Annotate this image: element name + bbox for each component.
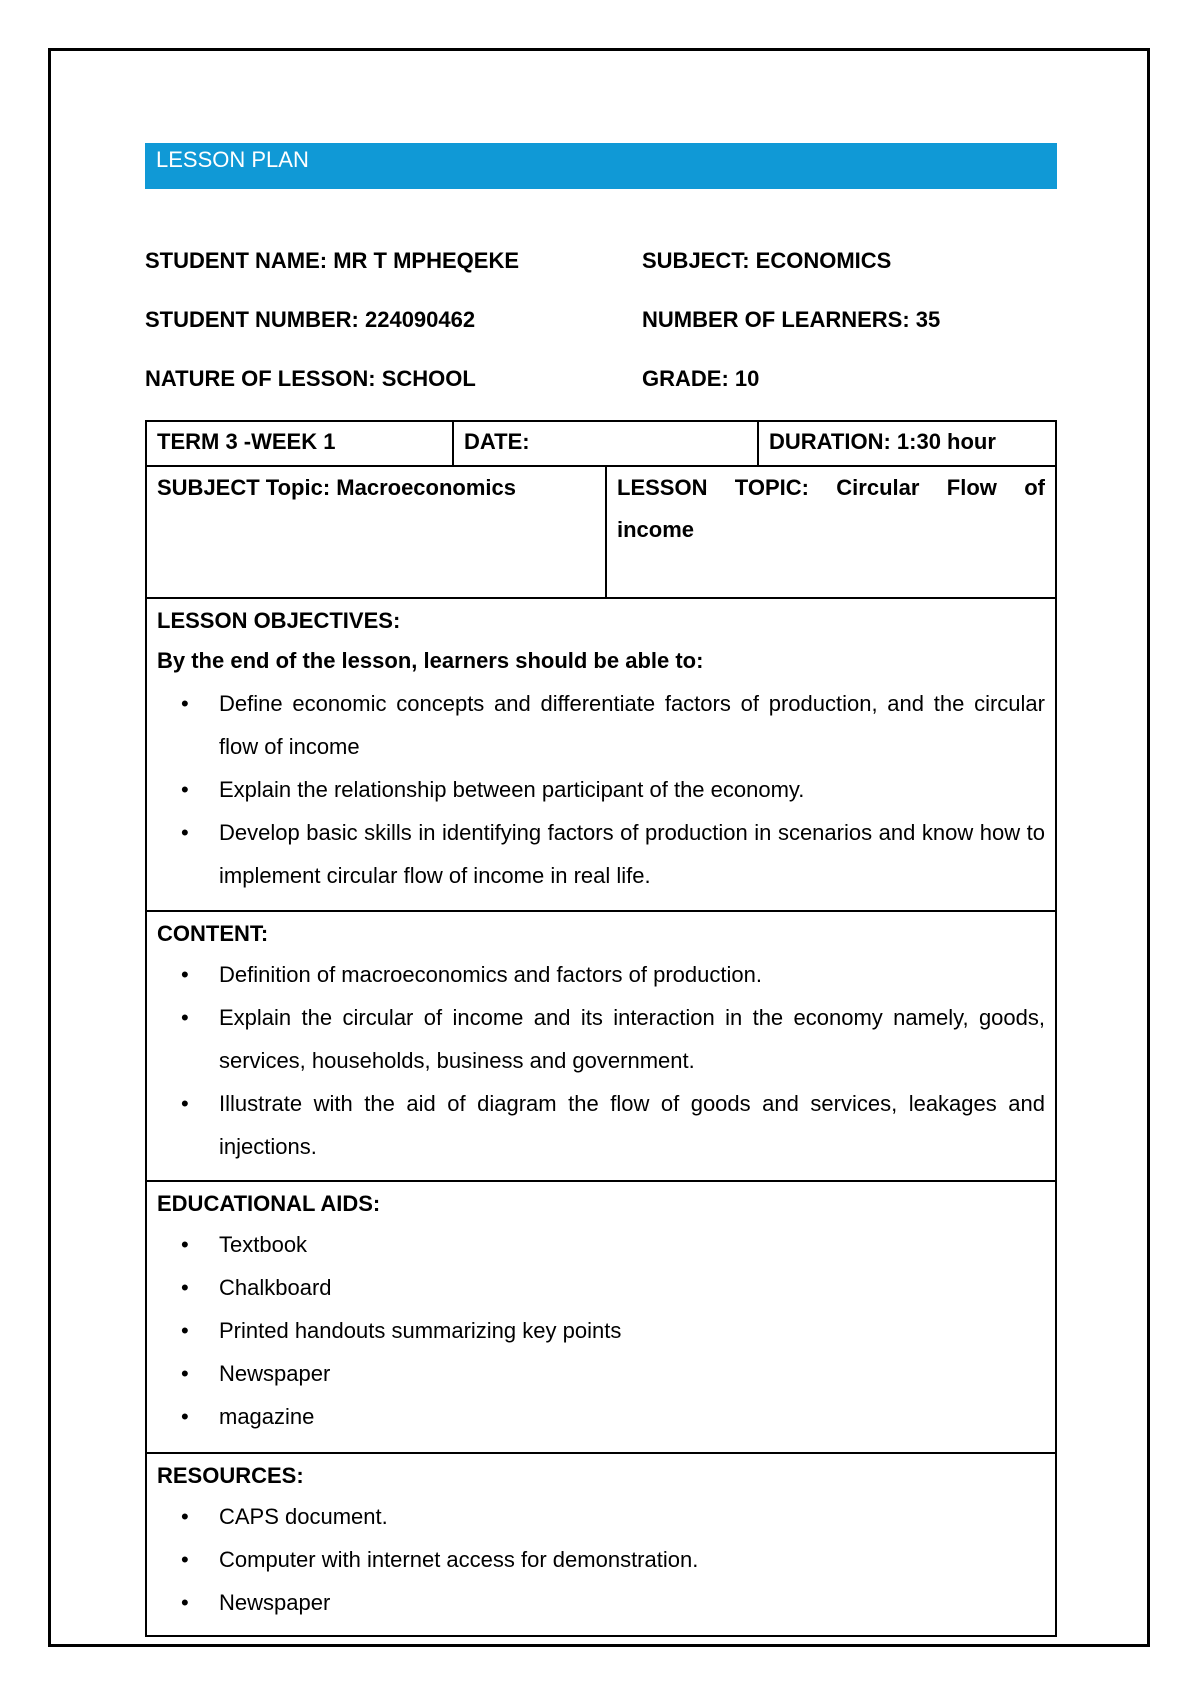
student-number: STUDENT NUMBER: 224090462 <box>145 307 476 332</box>
number-of-learners: NUMBER OF LEARNERS: 35 <box>642 307 941 332</box>
list-item: • Computer with internet access for demonstration. <box>219 1538 1045 1581</box>
topic-row <box>147 467 1055 599</box>
objectives-intro: By the end of the lesson, learners should be able to: <box>157 648 704 673</box>
subject: SUBJECT: ECONOMICS <box>642 248 892 273</box>
list-item: • Illustrate with the aid of diagram the flow of goods and services, leakages and injections. <box>219 1082 1045 1168</box>
list-item: • Textbook <box>219 1223 1045 1266</box>
list-item: • Define economic concepts and differentiate factors of production, and the circular flow of income <box>219 682 1045 768</box>
objectives-section <box>147 599 1055 912</box>
aids-list <box>157 1223 1045 1438</box>
duration-cell: DURATION: 1:30 hour <box>757 422 1055 465</box>
list-item: • Chalkboard <box>219 1266 1045 1309</box>
banner-title: LESSON PLAN <box>156 147 309 172</box>
list-item: • magazine <box>219 1395 1045 1438</box>
aids-heading: EDUCATIONAL AIDS: <box>157 1191 381 1216</box>
content-list <box>157 953 1045 1168</box>
term-cell: TERM 3 -WEEK 1 <box>157 429 336 454</box>
subject-topic: SUBJECT Topic: Macroeconomics <box>157 475 516 500</box>
list-item: • CAPS document. <box>219 1495 1045 1538</box>
lesson-topic-line1: LESSON TOPIC: Circular Flow of <box>617 475 1045 500</box>
list-item: • Definition of macroeconomics and factors of production. <box>219 953 1045 996</box>
nature-of-lesson: NATURE OF LESSON: SCHOOL <box>145 366 476 391</box>
list-item: • Develop basic skills in identifying factors of production in scenarios and know how to implement circular flow of income in real life. <box>219 811 1045 897</box>
aids-section <box>147 1182 1055 1454</box>
objectives-list <box>157 682 1045 897</box>
list-item: • Explain the circular of income and its interaction in the economy namely, goods, services, households, business and government. <box>219 996 1045 1082</box>
student-name: STUDENT NAME: MR T MPHEQEKE <box>145 248 519 273</box>
list-item: • Explain the relationship between participant of the economy. <box>219 768 1045 811</box>
date-cell: DATE: <box>452 422 757 465</box>
lesson-plan-table <box>145 420 1057 1637</box>
grade: GRADE: 10 <box>642 366 760 391</box>
list-item: • Newspaper <box>219 1352 1045 1395</box>
term-row <box>147 422 1055 467</box>
lesson-topic-line2: income <box>617 517 695 542</box>
resources-section <box>147 1454 1055 1635</box>
resources-heading: RESOURCES: <box>157 1463 304 1488</box>
content-section <box>147 912 1055 1182</box>
subject-topic-cell <box>147 467 605 597</box>
resources-list <box>157 1495 1045 1624</box>
list-item: • Newspaper <box>219 1581 1045 1624</box>
lesson-topic-cell <box>605 467 1055 597</box>
objectives-heading: LESSON OBJECTIVES: <box>157 608 401 633</box>
lesson-plan-banner <box>145 143 1057 189</box>
list-item: • Printed handouts summarizing key points <box>219 1309 1045 1352</box>
content-heading: CONTENT: <box>157 921 269 946</box>
